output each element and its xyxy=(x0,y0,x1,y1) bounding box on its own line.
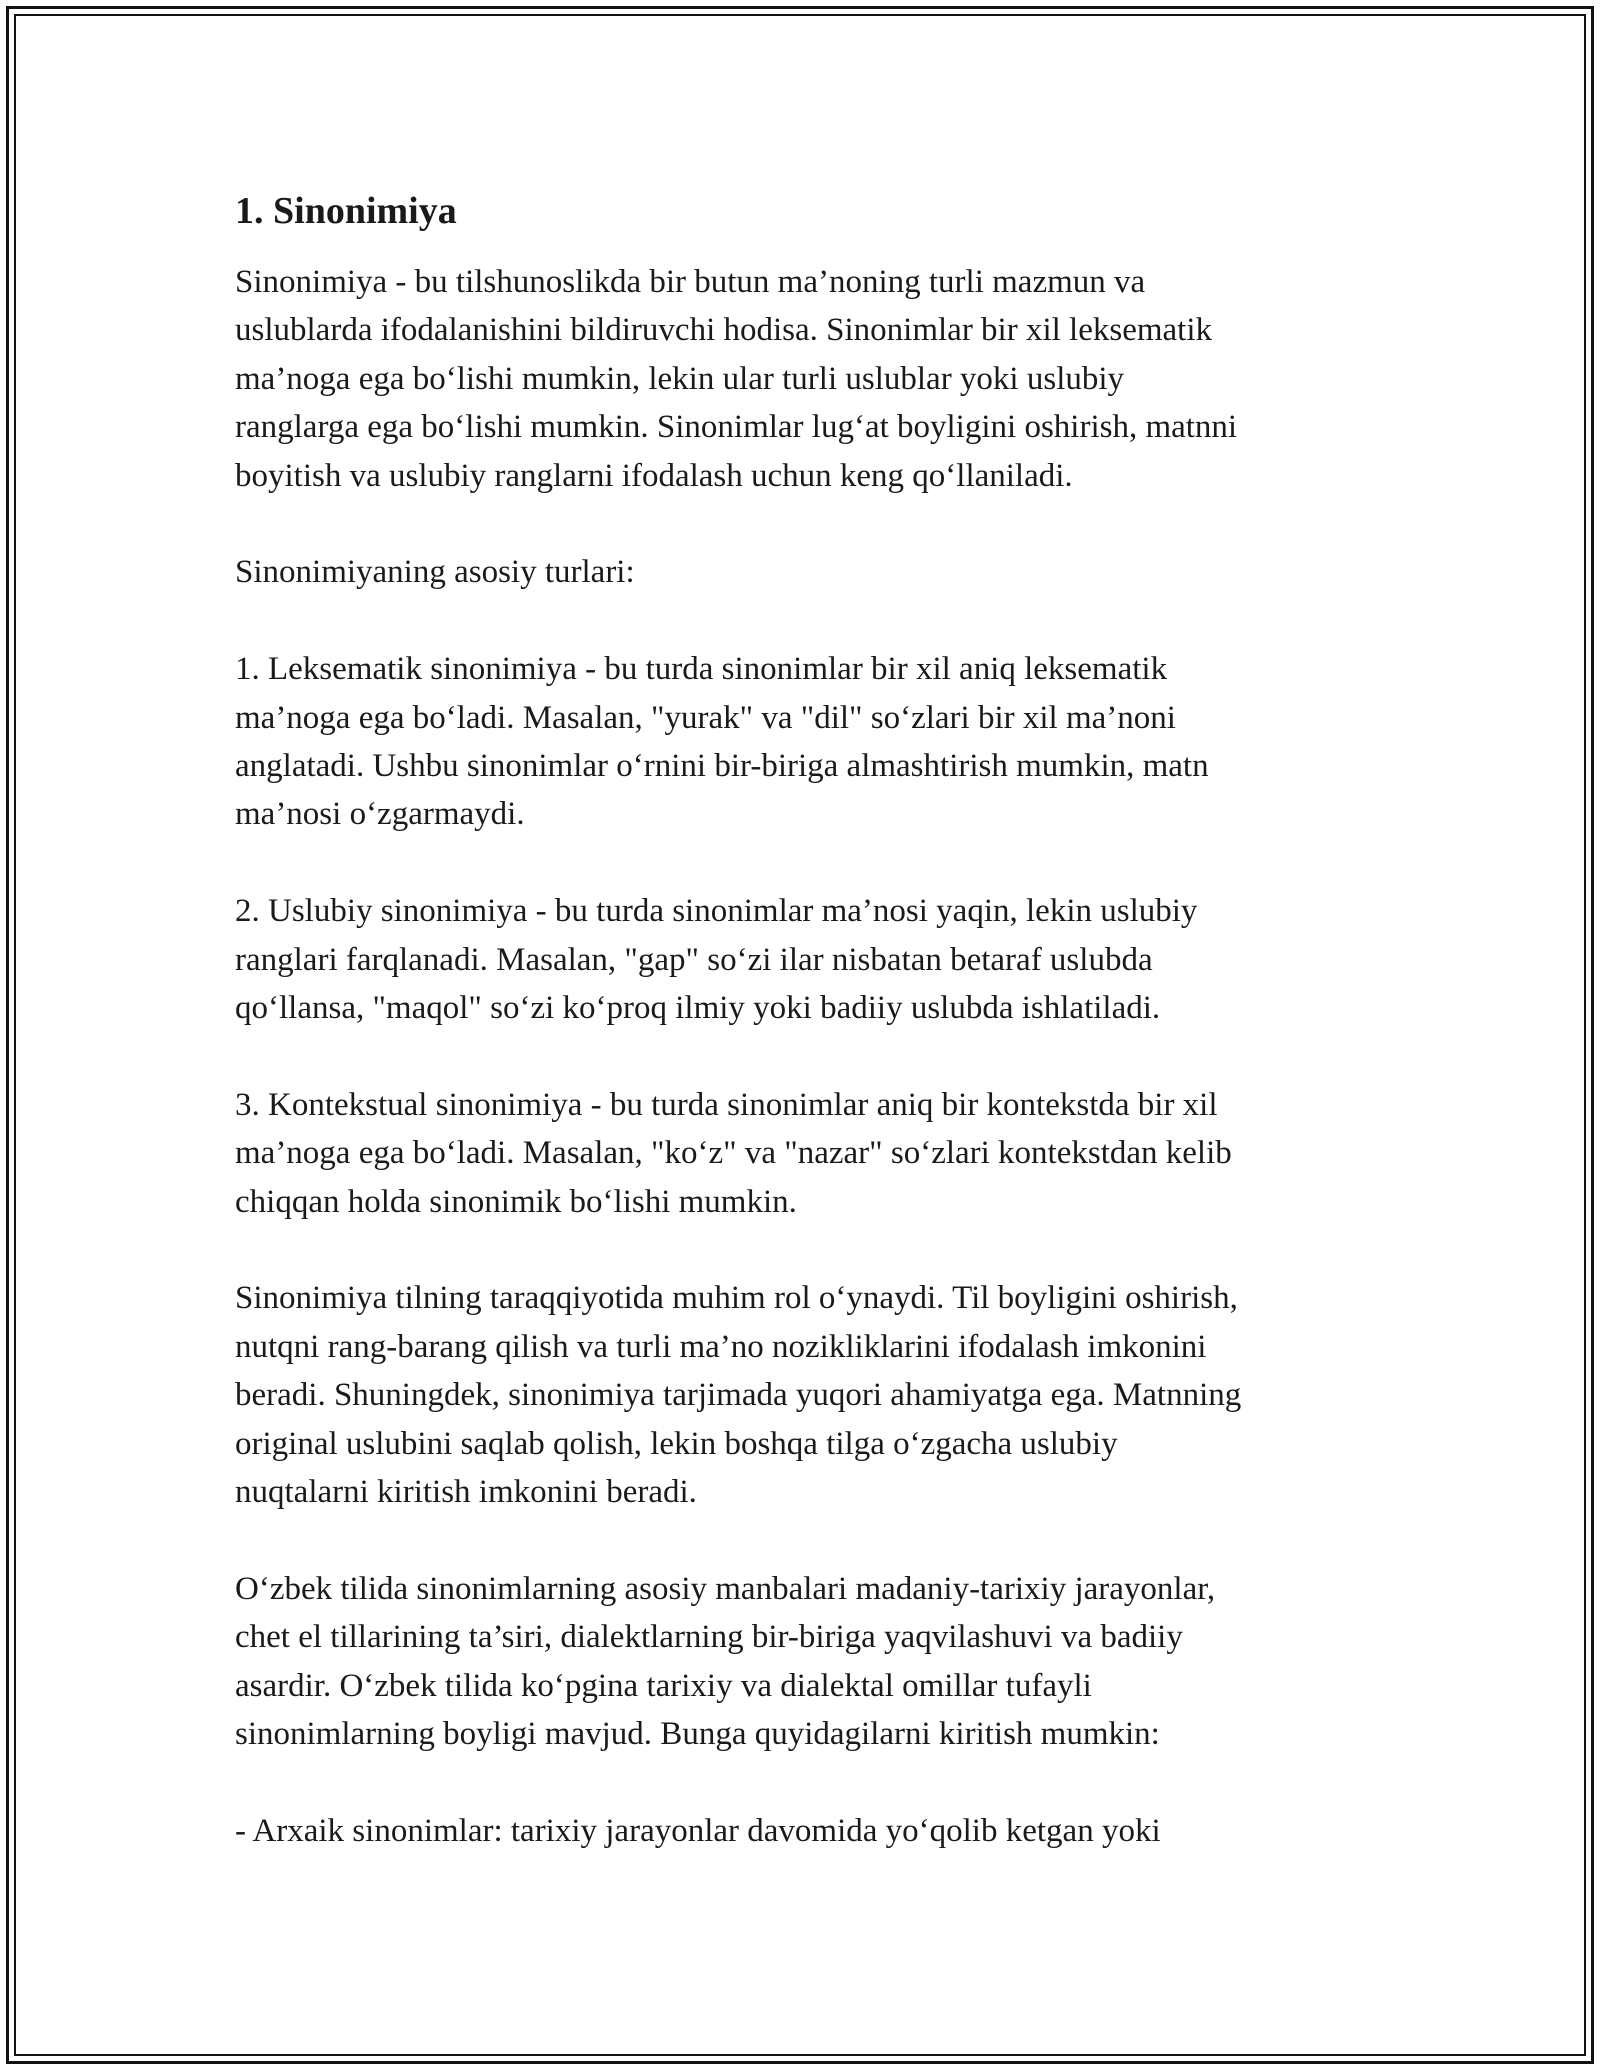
paragraph-role: Sinonimiya tilning taraqqiyotida muhim rol o‘ynaydi. Til boyligini oshirish, nutqni rang-barang qilish va turli ma’no nozikliklarini ifodalash imkonini beradi. Shuningdek, sinonimiya tarjimada yuqori ahamiyatga ega. Matnning original uslubini saqlab qolish, lekin boshqa tilga o‘zgacha uslubiy nuqtalarni kiritish imkonini beradi. xyxy=(235,1280,1242,1511)
section-heading: 1. Sinonimiya xyxy=(235,190,457,232)
paragraph-type-lexical: 1. Leksematik sinonimiya - bu turda sinonimlar bir xil aniq leksematik ma’noga ega bo‘ladi. Masalan, "yurak" va "dil" so‘zlari bir xil ma’noni anglatadi. Ushbu sinonimlar o‘rnini bir-biriga almashtirish mumkin, matn ma’nosi o‘zgarmaydi. xyxy=(235,651,1209,833)
paragraph-archaic-synonyms: - Arxaik sinonimlar: tarixiy jarayonlar davomida yo‘qolib ketgan yoki xyxy=(235,1812,1161,1849)
paragraph-type-stylistic: 2. Uslubiy sinonimiya - bu turda sinonimlar ma’nosi yaqin, lekin uslubiy ranglari farqlanadi. Masalan, "gap" so‘zi ilar nisbatan betaraf uslubda qo‘llansa, "maqol" so‘zi ko‘proq ilmiy yoki badiiy uslubda ishlatiladi. xyxy=(235,893,1198,1027)
paragraph-sources: O‘zbek tilida sinonimlarning asosiy manbalari madaniy-tarixiy jarayonlar, chet el tillarining ta’siri, dialektlarning bir-biriga yaqvilashuvi va badiiy asardir. O‘zbek tilida ko‘pgina tarixiy va dialektal omillar tufayli sinonimlarning boyligi mavjud. Bunga quyidagilarni kiritish mumkin: xyxy=(235,1570,1216,1753)
paragraph-definition: Sinonimiya - bu tilshunoslikda bir butun ma’noning turli mazmun va uslublarda ifodalanishini bildiruvchi hodisa. Sinonimlar bir xil leksematik ma’noga ega bo‘lishi mumkin, lekin ular turli uslublar yoki uslubiy ranglarga ega bo‘lishi mumkin. Sinonimlar lug‘at boyligini oshirish, matnni boyitish va uslubiy ranglarni ifodalash uchun keng qo‘llaniladi. xyxy=(235,264,1238,494)
paragraph-type-contextual: 3. Kontekstual sinonimiya - bu turda sinonimlar aniq bir kontekstda bir xil ma’noga ega bo‘ladi. Masalan, "ko‘z" va "nazar" so‘zlari kontekstdan kelib chiqqan holda sinonimik bo‘lishi mumkin. xyxy=(235,1086,1232,1220)
paragraph-types-intro: Sinonimiyaning asosiy turlari: xyxy=(235,554,635,591)
document-body xyxy=(235,185,1365,1904)
